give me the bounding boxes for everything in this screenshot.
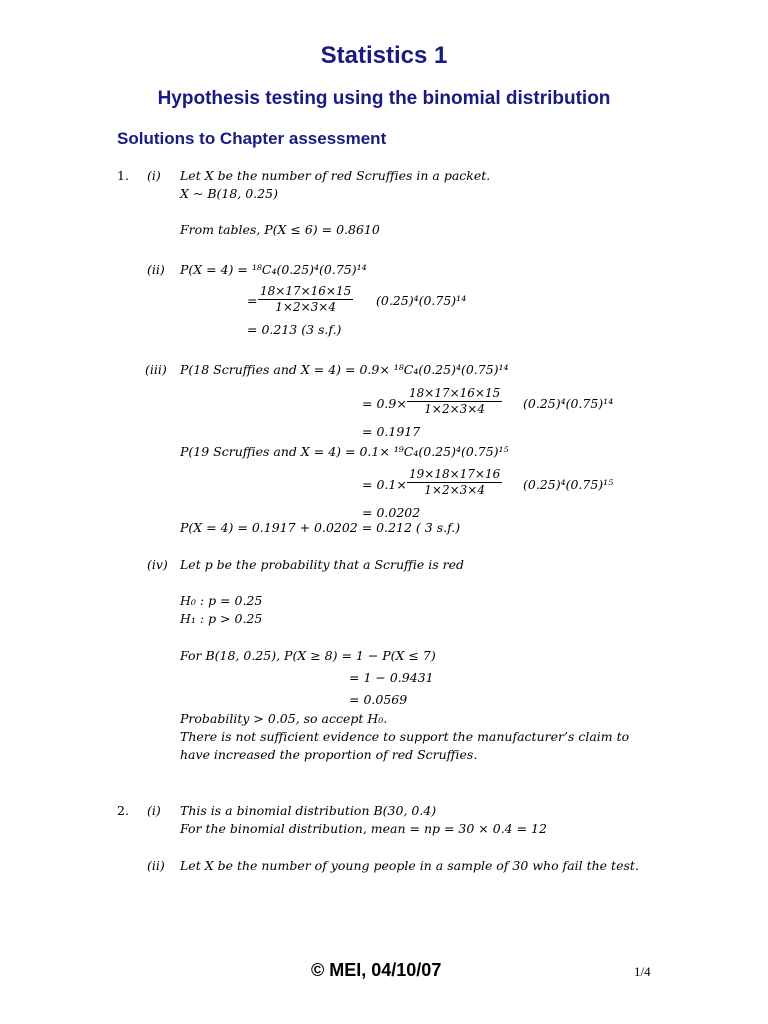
q1-iv-concl3: have increased the proportion of red Scruffies.: [180, 747, 478, 762]
q1-iii-frac2-num: 19×18×17×16: [409, 467, 501, 481]
q1-i-line2: X ~ B(18, 0.25): [180, 186, 278, 201]
q1-iii-line2: P(19 Scruffies and X = 4) = 0.1× ¹⁹C₄(0.25)⁴(0.75)¹⁵: [180, 444, 509, 459]
q1-iv-concl2: There is not sufficient evidence to support the manufacturer’s claim to: [180, 729, 630, 744]
q1-iii-frac2-den: 1×2×3×4: [424, 483, 485, 497]
q1-iv-line1: Let p be the probability that a Scruffie is red: [180, 557, 465, 572]
q1-ii-frac-num: 18×17×16×15: [260, 284, 352, 298]
q1-ii-after: (0.25)⁴(0.75)¹⁴: [376, 293, 467, 308]
q1-i-line3: From tables, P(X ≤ 6) = 0.8610: [180, 222, 380, 237]
q1-iii-res2: = 0.0202: [362, 505, 421, 520]
q1-iv-calc2: = 1 − 0.9431: [349, 670, 434, 685]
q1-ii-line1: P(X = 4) = ¹⁸C₄(0.25)⁴(0.75)¹⁴: [180, 262, 367, 277]
q1-iv-calc1: For B(18, 0.25), P(X ≥ 8) = 1 − P(X ≤ 7): [180, 648, 436, 663]
q1-iii-total: P(X = 4) = 0.1917 + 0.0202 = 0.212 ( 3 s.f.): [180, 520, 461, 535]
q2-i-line2: For the binomial distribution, mean = np = 30 × 0.4 = 12: [180, 821, 547, 836]
q1-iii-fraction2: [407, 467, 502, 498]
q1-iv-h1: H₁ : p > 0.25: [180, 611, 263, 626]
page-number: 1/4: [634, 964, 651, 979]
page-subtitle: Hypothesis testing using the binomial distribution: [157, 88, 611, 109]
q1-iii-eq2: = 0.1×: [362, 477, 407, 492]
q1-number: 1.: [117, 168, 129, 183]
q2-ii-label: (ii): [147, 858, 165, 873]
page-title: Statistics 1: [320, 42, 448, 69]
q1-ii-result: = 0.213 (3 s.f.): [247, 322, 342, 337]
q2-number: 2.: [117, 803, 129, 818]
q1-ii-fraction: [258, 284, 353, 315]
q1-iii-line1: P(18 Scruffies and X = 4) = 0.9× ¹⁸C₄(0.25)⁴(0.75)¹⁴: [180, 362, 509, 377]
q2-i-line1: This is a binomial distribution B(30, 0.4): [180, 803, 437, 818]
q1-iii-after2: (0.25)⁴(0.75)¹⁵: [523, 477, 614, 492]
q1-i-label: (i): [147, 168, 161, 183]
q1-ii-label: (ii): [147, 262, 165, 277]
q1-iv-h0: H₀ : p = 0.25: [180, 593, 263, 608]
q1-iii-res1: = 0.1917: [362, 424, 421, 439]
q1-iii-fraction1: [407, 386, 502, 417]
q1-i-line1: Let X be the number of red Scruffies in a packet.: [180, 168, 491, 183]
q1-iii-frac1-den: 1×2×3×4: [424, 402, 485, 416]
footer-copyright: © MEI, 04/10/07: [311, 960, 442, 980]
q1-ii-frac-den: 1×2×3×4: [275, 300, 336, 314]
q1-iii-label: (iii): [145, 362, 167, 377]
q1-ii-eq: =: [247, 293, 258, 308]
q1-iv-label: (iv): [147, 557, 168, 572]
q1-iii-eq1: = 0.9×: [362, 396, 407, 411]
q1-iii-frac1-num: 18×17×16×15: [409, 386, 501, 400]
section-heading: Solutions to Chapter assessment: [117, 129, 387, 148]
q2-ii-line1: Let X be the number of young people in a sample of 30 who fail the test.: [180, 858, 639, 873]
q1-iv-calc3: = 0.0569: [349, 692, 408, 707]
q2-i-label: (i): [147, 803, 161, 818]
q1-iv-concl1: Probability > 0.05, so accept H₀.: [180, 711, 388, 726]
q1-iii-after1: (0.25)⁴(0.75)¹⁴: [523, 396, 614, 411]
